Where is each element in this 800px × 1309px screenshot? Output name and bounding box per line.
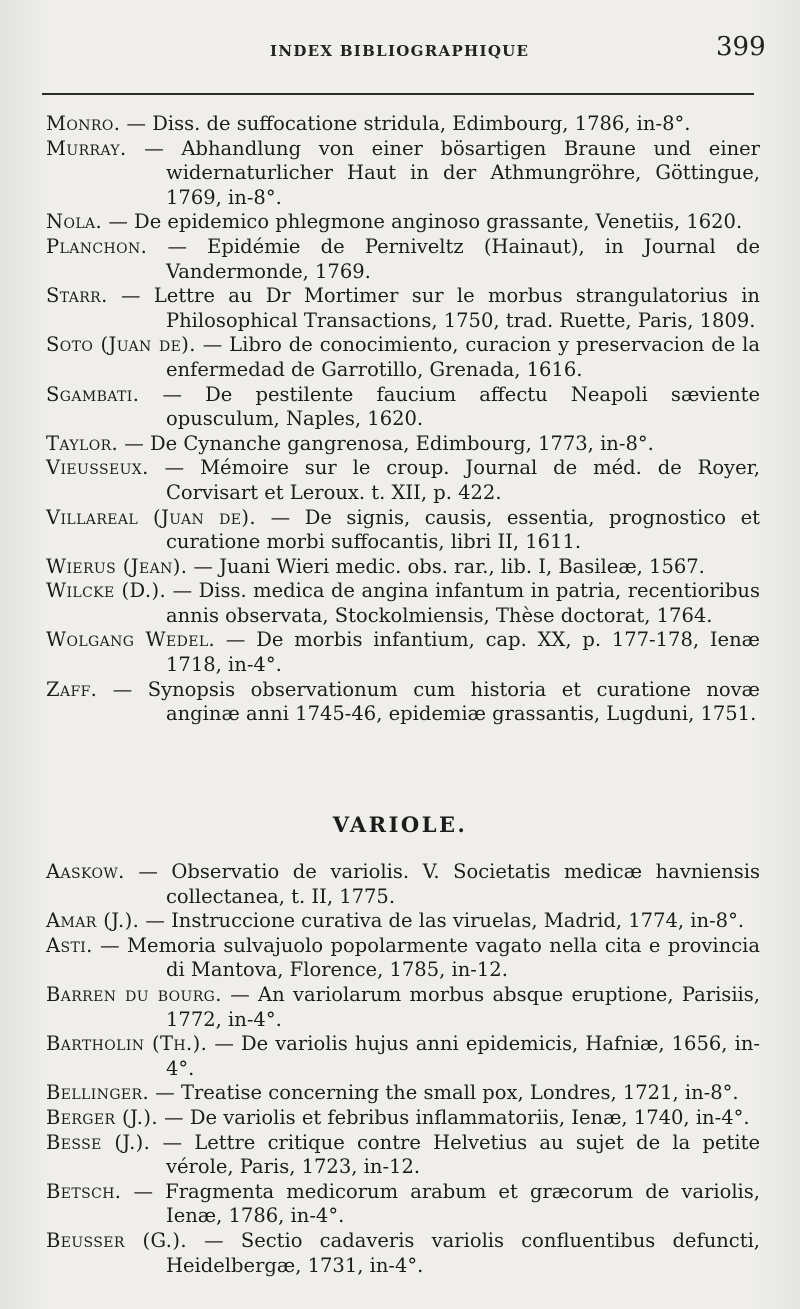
entry-text: — Sectio cadaveris variolis confluentibus defuncti, Heidelbergæ, 1731, in-4°. [166, 1228, 761, 1277]
entry-text: — Mémoire sur le croup. Journal de méd. de Royer, Corvisart et Leroux. t. XII, p. 422. [148, 456, 760, 504]
bibliography-entry [46, 506, 760, 555]
entry-author: Amar (J.). [46, 909, 140, 933]
entry-author: Sgambati. [46, 382, 140, 406]
entry-author: Berger (J.). [46, 1105, 158, 1129]
entry-author: Villareal (Juan de). [46, 505, 257, 529]
entry-text: — Epidémie de Perniveltz (Hainaut), in Journal de Vandermonde, 1769. [147, 234, 760, 283]
entry-author: Asti. [46, 933, 93, 957]
bibliography-entry [46, 555, 760, 580]
entry-text: — De variolis et febribus inflammatoriis, Ienæ, 1740, in-4°. [157, 1105, 750, 1129]
bibliography-entry [46, 983, 760, 1032]
section-title: VARIOLE. [332, 812, 468, 837]
entry-author: Bellinger. [46, 1081, 150, 1105]
entry-author: Besse (J.). [46, 1130, 151, 1154]
entry-author: Vieusseux. [46, 456, 149, 480]
entry-text: — Fragmenta medicorum arabum et græcorum de variolis, Ienæ, 1786, in-4°. [121, 1179, 760, 1228]
entry-text: — De pestilente faucium affectu Neapoli sæviente opusculum, Naples, 1620. [139, 382, 760, 431]
entry-author: Betsch. [46, 1179, 122, 1203]
entry-author: Monro. [46, 112, 121, 135]
entry-author: Taylor. [46, 431, 119, 455]
bibliography-entry [46, 333, 760, 382]
entry-author: Wilcke (D.). [46, 579, 167, 603]
bibliography-entry [46, 1180, 760, 1229]
bibliography-entry [46, 1229, 760, 1278]
entry-text: — De epidemico phlegmone anginoso grassante, Venetiis, 1620. [102, 210, 743, 234]
entry-author: Barren du bourg. [46, 982, 222, 1006]
bibliography-entry [46, 137, 760, 211]
entry-author: Starr. [46, 284, 108, 308]
bibliography-entry [46, 1081, 760, 1106]
entry-author: Wolgang Wedel. [46, 628, 216, 652]
entry-text: — Diss. medica de angina infantum in patria, recentioribus annis observata, Stockolmiensis, Thèse doctorat, 1764. [166, 579, 760, 627]
bibliography-entry [46, 456, 760, 505]
entry-author: Wierus (Jean). [46, 554, 188, 578]
running-head: INDEX BIBLIOGRAPHIQUE [270, 42, 530, 60]
entry-text: — Synopsis observationum cum historia et curatione novæ anginæ anni 1745-46, epidemiæ grassantis, Lugduni, 1751. [97, 677, 760, 726]
bibliography-entry [46, 1106, 760, 1131]
entry-text: — Observatio de variolis. V. Societatis medicæ havniensis collectanea, t. II, 1775. [124, 860, 760, 908]
entry-text: — Instruccione curativa de las viruelas, Madrid, 1774, in-8°. [139, 909, 745, 933]
entry-author: Bartholin (Th.). [46, 1032, 208, 1056]
page-header [0, 28, 800, 76]
bibliography-entry [46, 934, 760, 983]
bibliography-entry [46, 432, 760, 457]
entry-author: Aaskow. [46, 860, 125, 883]
bibliography-entry [46, 284, 760, 333]
entry-text: — Lettre au Dr Mortimer sur le morbus strangulatorius in Philosophical Transactions, 1750, trad. Ruette, Paris, 1809. [107, 284, 760, 332]
bibliography-entry [46, 909, 760, 934]
entry-text: — An variolarum morbus absque eruptione, Parisiis, 1772, in-4°. [166, 982, 760, 1031]
entry-text: — Memoria sulvajuolo popolarmente vagato nella cita e provincia di Mantova, Florence, 1785, in-12. [92, 933, 760, 982]
bibliography-entry [46, 112, 760, 137]
bibliography-entry [46, 678, 760, 727]
bibliography-entry [46, 860, 760, 909]
bibliography-list [46, 112, 760, 727]
entry-text: — Lettre critique contre Helvetius au sujet de la petite vérole, Paris, 1723, in-12. [150, 1130, 760, 1179]
entry-author: Nola. [46, 210, 103, 234]
bibliography-entry [46, 235, 760, 284]
entry-author: Planchon. [46, 234, 148, 258]
entry-text: — De variolis hujus anni epidemicis, Hafniæ, 1656, in-4°. [166, 1032, 760, 1080]
entry-text: — Diss. de suffocatione stridula, Edimbourg, 1786, in-8°. [120, 112, 691, 135]
bibliography-entry [46, 383, 760, 432]
entry-text: — De Cynanche gangrenosa, Edimbourg, 1773, in-8°. [118, 431, 654, 455]
entry-author: Murray. [46, 136, 127, 160]
entry-text: — Treatise concerning the small pox, Londres, 1721, in-8°. [149, 1081, 739, 1105]
entry-text: — De signis, causis, essentia, prognostico et curatione morbi suffocantis, libri II, 1611. [166, 505, 760, 554]
page-number: 399 [716, 32, 766, 62]
entry-author: Zaff. [46, 677, 98, 701]
entry-author: Soto (Juan de). [46, 333, 196, 357]
bibliography-entry [46, 1131, 760, 1180]
bibliography-entry [46, 579, 760, 628]
entry-author: Beusser (G.). [46, 1228, 187, 1252]
header-rule [42, 93, 754, 95]
bibliography-entry [46, 1032, 760, 1081]
entry-text: — Juani Wieri medic. obs. rar., lib. I, Basileæ, 1567. [187, 554, 705, 578]
variole-bibliography-list [46, 860, 760, 1278]
bibliography-entry [46, 210, 760, 235]
bibliography-entry [46, 628, 760, 677]
entry-text: — De morbis infantium, cap. XX, p. 177-178, Ienæ 1718, in-4°. [166, 628, 760, 677]
entry-text: — Abhandlung von einer bösartigen Braune und einer widernaturlicher Haut in der Athmungröhre, Göttingue, 1769, in-8°. [126, 136, 760, 209]
entry-text: — Libro de conocimiento, curacion y preservacion de la enfermedad de Garrotillo, Grenada, 1616. [166, 333, 761, 381]
